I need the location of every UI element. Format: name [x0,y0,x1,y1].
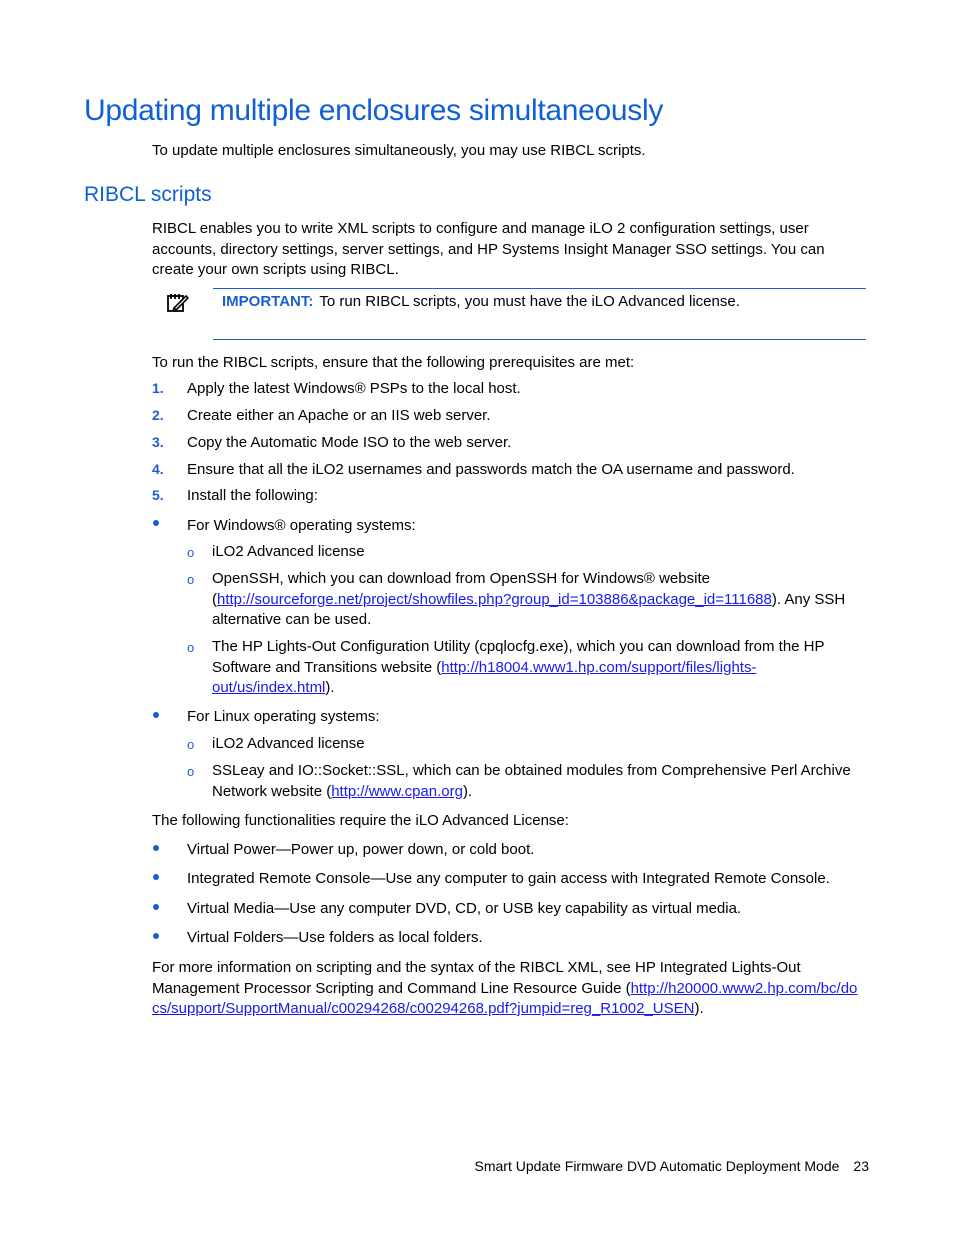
bullet-icon [153,520,159,526]
linux-item: iLO2 Advanced license [212,735,365,752]
sub-bullet-icon: o [187,737,195,752]
openssh-link[interactable]: http://sourceforge.net/project/showfiles.php?group_id=103886&package_id=111688 [217,590,772,608]
step-text: Install the following: [187,487,318,504]
sub-bullet-icon: o [187,572,195,587]
item-text: OpenSSH, which you can download from OpenSSH for Windows® website ( [212,570,710,608]
bullet-icon [153,845,159,851]
windows-label: For Windows® operating systems: [187,517,416,534]
important-text: To run RIBCL scripts, you must have the iLO Advanced license. [319,293,740,310]
resource-guide-link[interactable]: http://h20000.www2.hp.com/bc/docs/support/SupportManual/c00294268/c00294268.pdf?jumpid=reg_R1002_USEN [152,979,858,1017]
sub-bullet-icon: o [187,640,195,655]
lights-out-link[interactable]: http://h18004.www1.hp.com/support/files/lights-out/us/index.html [212,658,757,696]
feature-item: Virtual Folders—Use folders as local folders. [187,929,483,946]
feature-item: Virtual Media—Use any computer DVD, CD, or USB key capability as virtual media. [187,900,742,917]
step-text: Create either an Apache or an IIS web server. [187,407,491,424]
footer-title: Smart Update Firmware DVD Automatic Deployment Mode [474,1158,840,1174]
important-note [222,292,740,312]
features-intro: The following functionalities require the iLO Advanced License: [152,812,569,829]
bullet-icon [153,712,159,718]
important-label: IMPORTANT: [222,293,314,310]
item-text: ). [325,679,335,696]
step-number: 1. [152,380,164,396]
step-number: 3. [152,434,164,450]
windows-item [212,637,862,699]
item-text: The HP Lights-Out Configuration Utility (cpqlocfg.exe), which you can download from the HP Software and Transitions website ( [212,638,825,676]
section-paragraph: RIBCL enables you to write XML scripts to configure and manage iLO 2 configuration settings, user accounts, directory settings, server settings, and HP Systems Insight Manager SSO settings. You can create your own scripts using RIBCL. [152,220,825,278]
bullet-icon [153,904,159,910]
note-top-rule [213,288,866,289]
step-text: Copy the Automatic Mode ISO to the web server. [187,434,512,451]
step-number: 5. [152,487,164,503]
feature-item: Integrated Remote Console—Use any computer to gain access with Integrated Remote Console. [187,870,830,887]
step-number: 2. [152,407,164,423]
item-text: SSLeay and IO::Socket::SSL, which can be obtained modules from Comprehensive Perl Archive Network website ( [212,762,851,800]
important-note-icon [166,290,190,314]
sub-bullet-icon: o [187,545,195,560]
item-text: ). Any SSH alternative can be used. [212,590,846,628]
sub-bullet-icon: o [187,764,195,779]
page-number: 23 [853,1158,869,1174]
step-text: Ensure that all the iLO2 usernames and passwords match the OA username and password. [187,461,795,478]
intro-paragraph: To update multiple enclosures simultaneously, you may use RIBCL scripts. [152,142,646,159]
item-text: ). [694,1000,704,1017]
note-bottom-rule [213,339,866,340]
linux-label: For Linux operating systems: [187,708,380,725]
bullet-icon [153,874,159,880]
section-title: RIBCL scripts [84,183,212,206]
bullet-icon [153,933,159,939]
step-text: Apply the latest Windows® PSPs to the local host. [187,380,521,397]
step-number: 4. [152,461,164,477]
windows-item: iLO2 Advanced license [212,543,365,560]
feature-item: Virtual Power—Power up, power down, or cold boot. [187,841,535,858]
more-info-paragraph [152,958,864,1020]
prereq-intro: To run the RIBCL scripts, ensure that the following prerequisites are met: [152,354,635,371]
windows-item [212,569,862,631]
page-footer [475,1158,870,1174]
page-title: Updating multiple enclosures simultaneously [84,94,664,127]
item-text: ). [462,782,473,800]
item-text: For more information on scripting and the syntax of the RIBCL XML, see HP Integrated Lights-Out Management Processor Scripting and Command Line Resource Guide ( [152,959,801,997]
linux-item [212,761,862,802]
cpan-link[interactable]: http://www.cpan.org [331,782,463,800]
